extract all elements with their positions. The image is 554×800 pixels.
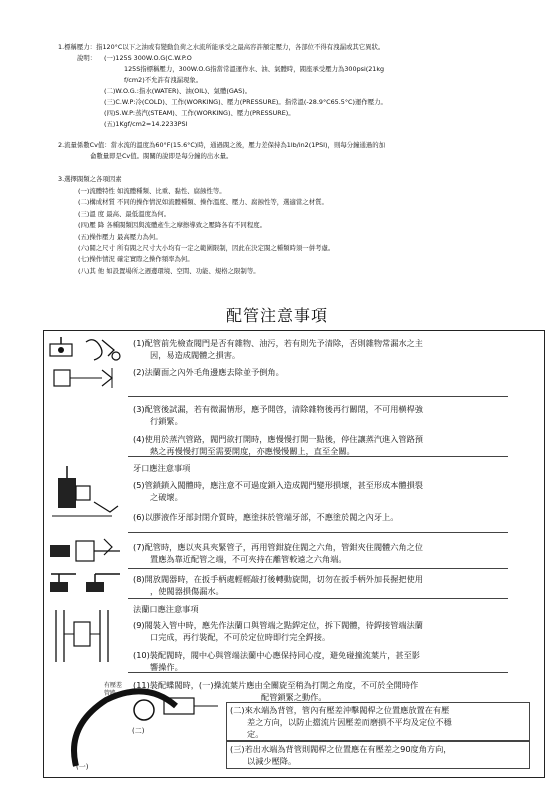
note-11-sub3-line2: 以減少壓降。 bbox=[247, 756, 297, 766]
spec-p2-line2: 侖數量即是Cv值。閥關的說即是每分鐘的出水量。 bbox=[90, 152, 233, 160]
spec-p3-item: (八)其 他 如設置場所之週邊環境、空間、功能、規格之限制等。 bbox=[78, 266, 260, 275]
note-9-line2: 口完成，再行裝配，不可於定位時即行完全銲接。 bbox=[150, 632, 331, 642]
spec-p3-item: (五)操作壓力 最高壓力為何。 bbox=[78, 232, 162, 241]
note-8-line2: ，使閥器損傷漏水。 bbox=[150, 586, 224, 596]
spec-p1-line2: 125S指標稱壓力，300W.O.G指當常溫運作水、油、氣體時，閥座承受壓力為300psi(21kg bbox=[124, 65, 385, 73]
note-7-line2: 置應為靠近配管之端，不可夾持在離管較遠之六角端。 bbox=[150, 554, 347, 564]
note-5-line1: (5)管鎖鎖入閥體時，應注意不可過度鎖入造成閥門變形損壞，甚至形成本體損裂 bbox=[133, 480, 423, 490]
flange-notes-header: 法蘭口應注意事項 bbox=[133, 604, 199, 614]
spec-p3-item: (四)壓 降 各種閥類因與流體產生之摩擦導致之壓降各有不同程度。 bbox=[78, 221, 266, 230]
note-7-line1: (7)配管時，應以夾具夾緊管子，再用管鉗旋住閥之六角，管鉗夾住閥體六角之位 bbox=[133, 542, 423, 552]
spec-p3-item: (六)閥之尺寸 所有閥之尺寸大小均有一定之範圍限制，因此在決定閥之種類時須一併考慮。 bbox=[78, 244, 335, 253]
spec-p3-item: (七)操作情況 確定實際之操作頻率為何。 bbox=[78, 255, 194, 264]
note-11-sub2-line3: 定。 bbox=[247, 729, 264, 739]
divider bbox=[128, 598, 508, 599]
valve-cleaning-illustration bbox=[46, 334, 126, 364]
note-1-line1: (1)配管前先檢查閥門是否有雜物、油污，若有則先予清除，否則雜物常漏水之主 bbox=[133, 338, 423, 348]
note-10-line1: (10)裝配閥時，閥中心與管端法蘭中心應保持同心度，避免碰撞流葉片，甚至影 bbox=[133, 650, 420, 660]
spec-p1-line6: (四)S.W.P:蒸汽(STEAM)、工作(WORKING)、壓力(PRESSURE)。 bbox=[104, 109, 295, 117]
fig-label-pressure: 有壓差 bbox=[104, 682, 123, 689]
spec-p1-line3: f/cm2)不允許有洩漏現象。 bbox=[124, 76, 203, 84]
note-1-line2: 因，易造成閥體之損害。 bbox=[150, 350, 241, 360]
divider bbox=[128, 532, 508, 533]
threaded-valve-illustration bbox=[46, 458, 126, 528]
spec-p1-line4: (二)W.O.G.:指水(WATER)、油(OIL)、氣體(GAS)。 bbox=[104, 87, 252, 95]
note-11-sub2-line1: (二)來水端為背管，管內有壓差沖擊閥桿之位置應放置在有壓 bbox=[230, 705, 450, 715]
spec-desc-label: 說明： bbox=[77, 54, 97, 62]
spec-p3-list bbox=[78, 186, 334, 277]
divider bbox=[128, 568, 508, 569]
flange-chamfer-illustration bbox=[46, 364, 126, 392]
fig-label-pipe: 管路 bbox=[104, 690, 117, 697]
note-11-sub2-box bbox=[226, 702, 530, 741]
note-9-line1: (9)閥裝入管中時，應先作法蘭口與管端之點銲定位，拆下閥體，待銲接管端法蘭 bbox=[133, 620, 423, 630]
butterfly-valve-illustration bbox=[46, 676, 224, 774]
note-4-line2: 熱之再慢慢打開至需要開度，亦應慢慢關上，直至全關。 bbox=[150, 446, 355, 456]
note-11-sub3-line1: (三)若出水端為背管則閥桿之位置應在有壓差之90度角方向， bbox=[230, 744, 452, 754]
fig-label-2: (二) bbox=[132, 727, 145, 735]
note-2: (2)法蘭面之內外毛角邊應去除並予倒角。 bbox=[133, 367, 284, 377]
divider bbox=[128, 396, 508, 397]
valve-handle-illustration bbox=[46, 570, 126, 598]
spec-p1: 1.標稱壓力：指120°C以下之油或有變動負荷之水流所能承受之最高容許額定壓力，各部位不得有洩漏或其它異狀。 bbox=[58, 43, 385, 51]
note-4-line1: (4)使用於蒸汽管路，閥門欲打開時，應慢慢打開一點後，停住讓蒸汽進入管路預 bbox=[133, 434, 423, 444]
spec-p3-title: 3.選擇閥類之各項因素 bbox=[58, 175, 122, 183]
butterfly-valve-diagram bbox=[46, 676, 224, 774]
fig-label-1: (一) bbox=[76, 763, 89, 771]
note-8-line1: (8)開放閥器時，在扳手柄處輕輕敲打後轉動旋開，切勿在扳手柄外加長握把使用 bbox=[133, 574, 423, 584]
note-10-line2: 響操作。 bbox=[150, 662, 183, 672]
spec-p2-line1: 2.流量係數Cv值：當水流的溫度為60°F(15.6°C)時，通過閥之後，壓力差保持為1lb/in2(1PSI)，則每分鐘通過的加 bbox=[58, 141, 386, 149]
note-5-line2: 之破壞。 bbox=[150, 492, 183, 502]
note-11-line1: (11)裝配蝶閥時，(一)操流葉片應由全關旋至稍為打開之角度，不可於全開時作 bbox=[133, 680, 419, 690]
note-11-line2: 配管鎖緊之動作。 bbox=[261, 692, 327, 702]
page-title: 配管注意事項 bbox=[225, 306, 328, 325]
flange-welding-illustration bbox=[46, 602, 126, 668]
spec-p3-item: (一)流體特性 如流體種類、比重、黏性、腐蝕性等。 bbox=[78, 187, 226, 195]
spec-p3-item: (三)溫 度 最高、最低溫度為何。 bbox=[78, 209, 171, 218]
thread-notes-header: 牙口應注意事項 bbox=[133, 463, 191, 473]
note-3-line2: 行鎖緊。 bbox=[150, 416, 183, 426]
spec-p1-line7: (五)1Kgf/cm2=14.2233PSI bbox=[104, 120, 188, 128]
spec-p1-line1: (一)125S 300W.O.G(C.W.P.O bbox=[104, 54, 192, 62]
note-11-sub3-box bbox=[226, 741, 530, 769]
divider bbox=[128, 672, 508, 673]
spec-p3-item: (二)構成材質 不同的操作情況如流體種類、操作溫度、壓力、腐蝕性等，選適當之材質。 bbox=[78, 198, 328, 207]
pipe-wrench-illustration bbox=[46, 535, 126, 565]
note-6: (6)以膠液作牙部封閉介質時，應塗抹於管端牙部，不應塗於閥之內牙上。 bbox=[133, 512, 399, 522]
spec-p1-line5: (三)C.W.P:冷(COLD)、工作(WORKING)、壓力(PRESSURE)。指常溫(-28.9°C65.5°C)運作壓力。 bbox=[104, 98, 387, 106]
note-3-line1: (3)配管後試漏，若有微漏情形，應予開啓，清除雜物後再行關閉，不可用横桿強 bbox=[133, 404, 423, 414]
note-11-sub2-line2: 差之方向，以防止擋流片因壓差而磨損不平均及定位不穩 bbox=[247, 717, 452, 727]
